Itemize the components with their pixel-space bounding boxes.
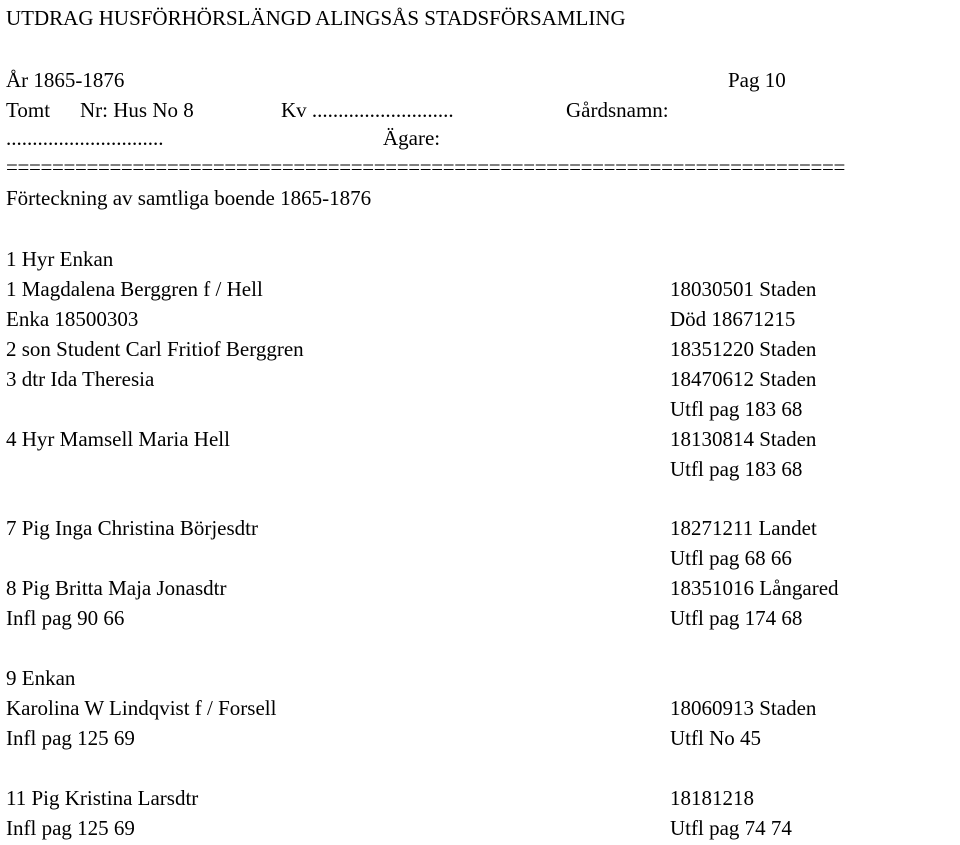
entry-right: Död 18671215 (670, 307, 796, 331)
agare-label: Ägare: (383, 126, 441, 150)
entry-right: 18130814 Staden (670, 427, 817, 451)
page-number: Pag 10 (728, 68, 786, 92)
entry-left: Infl pag 125 69 (6, 816, 135, 840)
entry-left: Karolina W Lindqvist f / Forsell (6, 696, 277, 720)
entry-left: Infl pag 125 69 (6, 726, 135, 750)
entry-left: 1 Magdalena Berggren f / Hell (6, 277, 263, 301)
entry-right: 18351220 Staden (670, 337, 817, 361)
entry-left: Infl pag 90 66 (6, 606, 125, 630)
entry-right: Utfl pag 68 66 (670, 546, 792, 570)
entry-right: 18271211 Landet (670, 516, 817, 540)
tomt-label: Tomt (6, 98, 51, 122)
house-number: Nr: Hus No 8 (80, 98, 194, 122)
entry-right: 18060913 Staden (670, 696, 817, 720)
document-title: UTDRAG HUSFÖRHÖRSLÄNGD ALINGSÅS STADSFÖRSAMLING (6, 6, 626, 30)
year-range: År 1865-1876 (6, 68, 125, 92)
entry-left: Enka 18500303 (6, 307, 139, 331)
entry-right: Utfl pag 74 74 (670, 816, 792, 840)
entry-right: Utfl pag 183 68 (670, 457, 803, 481)
kvarter-field: Kv ........................... (281, 98, 454, 122)
entry-right: Utfl pag 174 68 (670, 606, 803, 630)
entry-left: 1 Hyr Enkan (6, 247, 114, 271)
entry-left: 9 Enkan (6, 666, 76, 690)
entry-right: 18181218 (670, 786, 754, 810)
section-subtitle: Förteckning av samtliga boende 1865-1876 (6, 186, 372, 210)
entry-left: 8 Pig Britta Maja Jonasdtr (6, 576, 227, 600)
separator-line: ========================================================================= (6, 157, 846, 178)
entry-left: 11 Pig Kristina Larsdtr (6, 786, 199, 810)
entry-left: 4 Hyr Mamsell Maria Hell (6, 427, 230, 451)
entry-right: Utfl pag 183 68 (670, 397, 803, 421)
gardsnamn-dots: .............................. (6, 126, 164, 150)
entry-right: 18030501 Staden (670, 277, 817, 301)
gardsnamn-label: Gårdsnamn: (566, 98, 669, 122)
entry-right: 18470612 Staden (670, 367, 817, 391)
entry-left: 2 son Student Carl Fritiof Berggren (6, 337, 304, 361)
entry-right: 18351016 Långared (670, 576, 839, 600)
entry-right: Utfl No 45 (670, 726, 761, 750)
entry-left: 7 Pig Inga Christina Börjesdtr (6, 516, 258, 540)
entry-left: 3 dtr Ida Theresia (6, 367, 155, 391)
